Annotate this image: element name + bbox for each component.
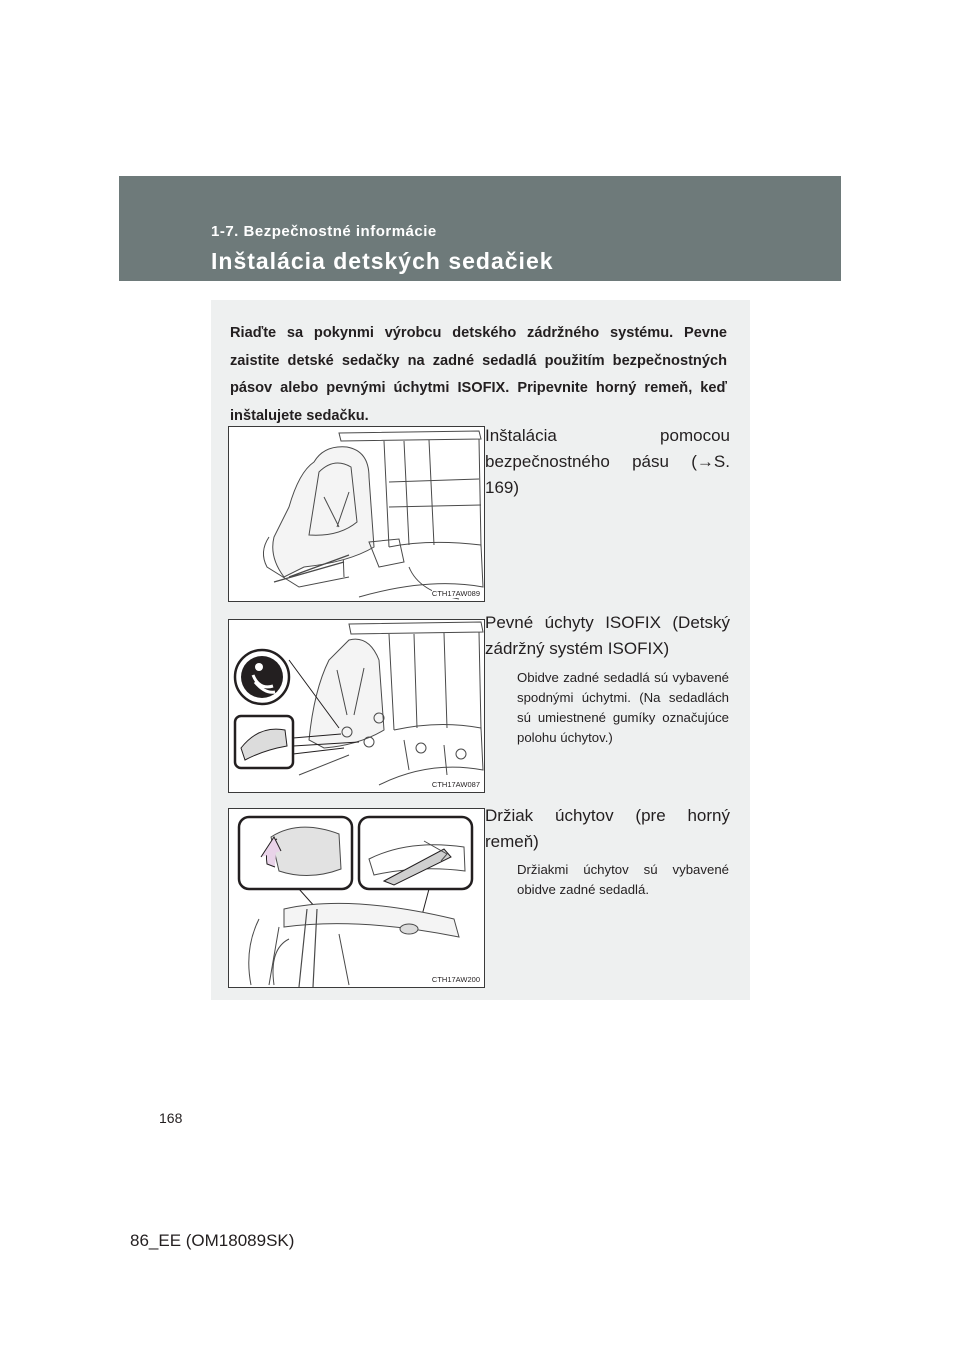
page-title: Inštalácia detských sedačiek: [211, 248, 554, 274]
figure-isofix-anchors: [228, 619, 485, 793]
document-code: 86_EE (OM18089SK): [130, 1231, 295, 1250]
page-number: 168: [159, 1110, 183, 1126]
intro-text: Riaďte sa pokynmi výrobcu detského zádržného systému. Pevne zaistite detské sedačky na zadné sedadlá použitím bezpečnostných pásov alebo pevnými úchytmi ISOFIX. Pripevnite horný remeň, keď inštalujete sedačku.: [230, 325, 727, 424]
figure-tether-anchor: [228, 808, 485, 988]
section-header: [119, 176, 841, 281]
item-title-seatbelt: Inštalácia pomocou bezpečnostného pásu (→S. 169): [485, 426, 730, 497]
figure-code: CTH17AW087: [431, 780, 480, 789]
figure-seatbelt-installation: [228, 426, 485, 602]
item-note-tether: Držiakmi úchytov sú vybavené obidve zadné sedadlá.: [517, 862, 729, 897]
item-title-tether: Držiak úchytov (pre horný remeň): [485, 806, 730, 851]
figure-code: CTH17AW089: [431, 589, 480, 598]
section-label: 1-7. Bezpečnostné informácie: [211, 223, 437, 240]
item-title-isofix: Pevné úchyty ISOFIX (Detský zádržný systém ISOFIX): [485, 613, 730, 658]
figure-code: CTH17AW200: [431, 975, 480, 984]
item-note-isofix: Obidve zadné sedadlá sú vybavené spodnými úchytmi. (Na sedadlách sú umiestnené gumíky označujúce polohu úchytov.): [517, 670, 729, 745]
content-panel: [211, 300, 750, 1000]
